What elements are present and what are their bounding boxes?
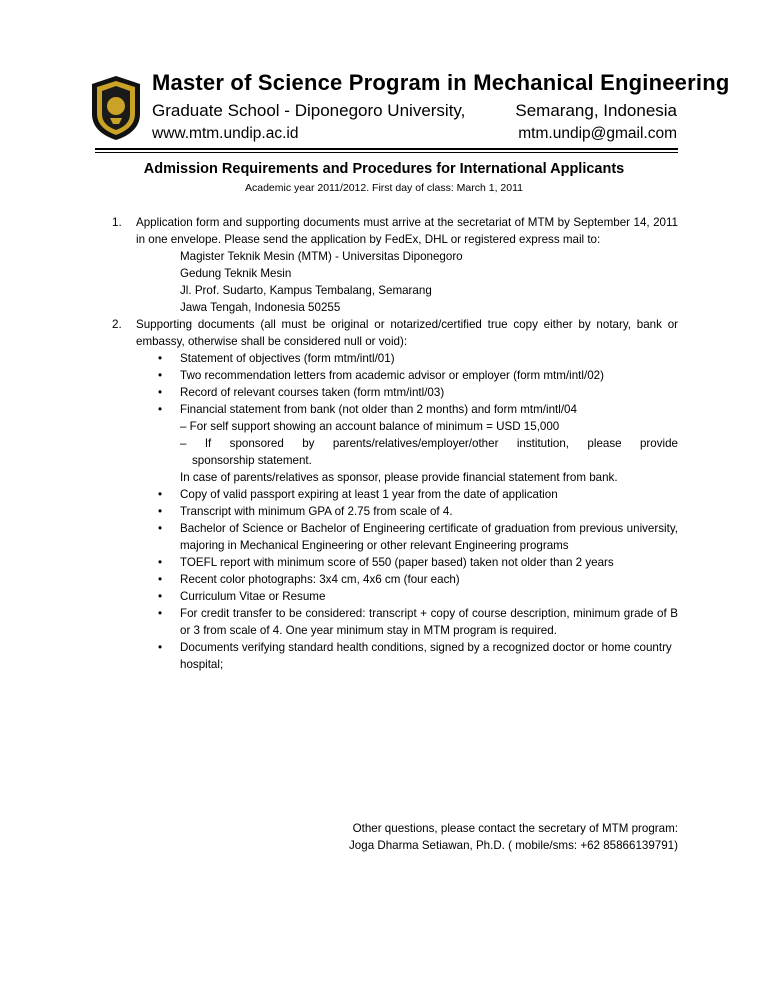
bullet-icon: • bbox=[158, 352, 163, 365]
bullet-icon: • bbox=[158, 369, 163, 382]
list-item: • Statement of objectives (form mtm/intl/01) bbox=[158, 352, 395, 365]
list-item: • Copy of valid passport expiring at least 1 year from the date of application bbox=[158, 488, 558, 501]
address-line: Jl. Prof. Sudarto, Kampus Tembalang, Semarang bbox=[180, 284, 432, 297]
bullet-icon: • bbox=[158, 505, 163, 518]
list-item: • Transcript with minimum GPA of 2.75 from scale of 4. bbox=[158, 505, 453, 518]
list-item bbox=[112, 214, 678, 316]
list-item: • Two recommendation letters from academic advisor or employer (form mtm/intl/02) bbox=[158, 369, 604, 382]
bullet-icon: • bbox=[158, 641, 163, 654]
website-link[interactable]: www.mtm.undip.ac.id bbox=[152, 125, 299, 142]
address-line: Jawa Tengah, Indonesia 50255 bbox=[180, 301, 341, 314]
contact-info bbox=[349, 820, 678, 854]
header-divider bbox=[95, 148, 678, 150]
address-line: Magister Teknik Mesin (MTM) - Universitas Diponegoro bbox=[180, 250, 463, 263]
item-text: Application form and supporting documents must arrive at the secretariat of MTM by September 14, 2011 in one envelope. Please send the application by FedEx, DHL or registered express mail to: bbox=[136, 216, 678, 246]
school-location: Semarang, Indonesia bbox=[515, 101, 677, 120]
school-name: Graduate School - Diponegoro University, bbox=[152, 101, 466, 120]
bullet-icon: • bbox=[158, 556, 163, 569]
university-seal-logo bbox=[88, 74, 144, 142]
document-title: Admission Requirements and Procedures for International Applicants bbox=[143, 161, 625, 177]
school-line bbox=[152, 101, 677, 121]
bullet-icon: • bbox=[158, 607, 163, 620]
bullet-icon: • bbox=[158, 590, 163, 603]
item-number: 1. bbox=[112, 216, 122, 229]
document-body bbox=[112, 214, 678, 673]
list-item: • Documents verifying standard health conditions, signed by a recognized doctor or home country hospital; bbox=[158, 641, 672, 671]
bullet-icon: • bbox=[158, 403, 163, 416]
contact-line bbox=[152, 125, 677, 143]
sub-requirement: – If sponsored by parents/relatives/employer/other institution, please provide bbox=[180, 437, 678, 450]
header-divider-thin bbox=[95, 152, 678, 153]
item-number: 2. bbox=[112, 318, 122, 331]
list-item: • Record of relevant courses taken (form mtm/intl/03) bbox=[158, 386, 445, 399]
program-title: Master of Science Program in Mechanical Engineering bbox=[152, 70, 730, 95]
bullet-icon: • bbox=[158, 386, 163, 399]
item-text: Supporting documents (all must be original or notarized/certified true copy either by notary, bank or embassy, otherwise shall be considered null or void): bbox=[136, 318, 678, 348]
bullet-icon: • bbox=[158, 573, 163, 586]
list-item: • TOEFL report with minimum score of 550 (paper based) taken not older than 2 years bbox=[158, 556, 614, 569]
address-line: Gedung Teknik Mesin bbox=[180, 267, 292, 280]
contact-person: Joga Dharma Setiawan, Ph.D. ( mobile/sms: +62 85866139791) bbox=[349, 839, 678, 852]
list-item bbox=[112, 316, 678, 673]
bullet-icon: • bbox=[158, 488, 163, 501]
sub-requirement: – For self support showing an account balance of minimum = USD 15,000 bbox=[180, 420, 560, 433]
email-link[interactable]: mtm.undip@gmail.com bbox=[518, 125, 677, 142]
document-subtitle: Academic year 2011/2012. First day of class: March 1, 2011 bbox=[245, 182, 523, 194]
mailing-address bbox=[136, 248, 678, 316]
bullet-icon: • bbox=[158, 522, 163, 535]
sponsor-note: In case of parents/relatives as sponsor, please provide financial statement from bank. bbox=[180, 471, 618, 484]
list-item: • Recent color photographs: 3x4 cm, 4x6 cm (four each) bbox=[158, 573, 460, 586]
list-item: • Financial statement from bank (not older than 2 months) and form mtm/intl/04 bbox=[158, 403, 577, 416]
list-item: • Bachelor of Science or Bachelor of Engineering certificate of graduation from previous university, majoring in Mechanical Engineering or other relevant Engineering programs bbox=[158, 522, 678, 552]
contact-line: Other questions, please contact the secretary of MTM program: bbox=[352, 822, 678, 835]
list-item: • For credit transfer to be considered: transcript + copy of course description, minimum grade of B or 3 from scale of 4. One year minimum stay in MTM program is required. bbox=[158, 607, 678, 637]
list-item: • Curriculum Vitae or Resume bbox=[158, 590, 326, 603]
requirements-list bbox=[136, 486, 678, 673]
sub-requirement-continued: sponsorship statement. bbox=[192, 454, 312, 467]
requirements-list bbox=[136, 350, 678, 418]
